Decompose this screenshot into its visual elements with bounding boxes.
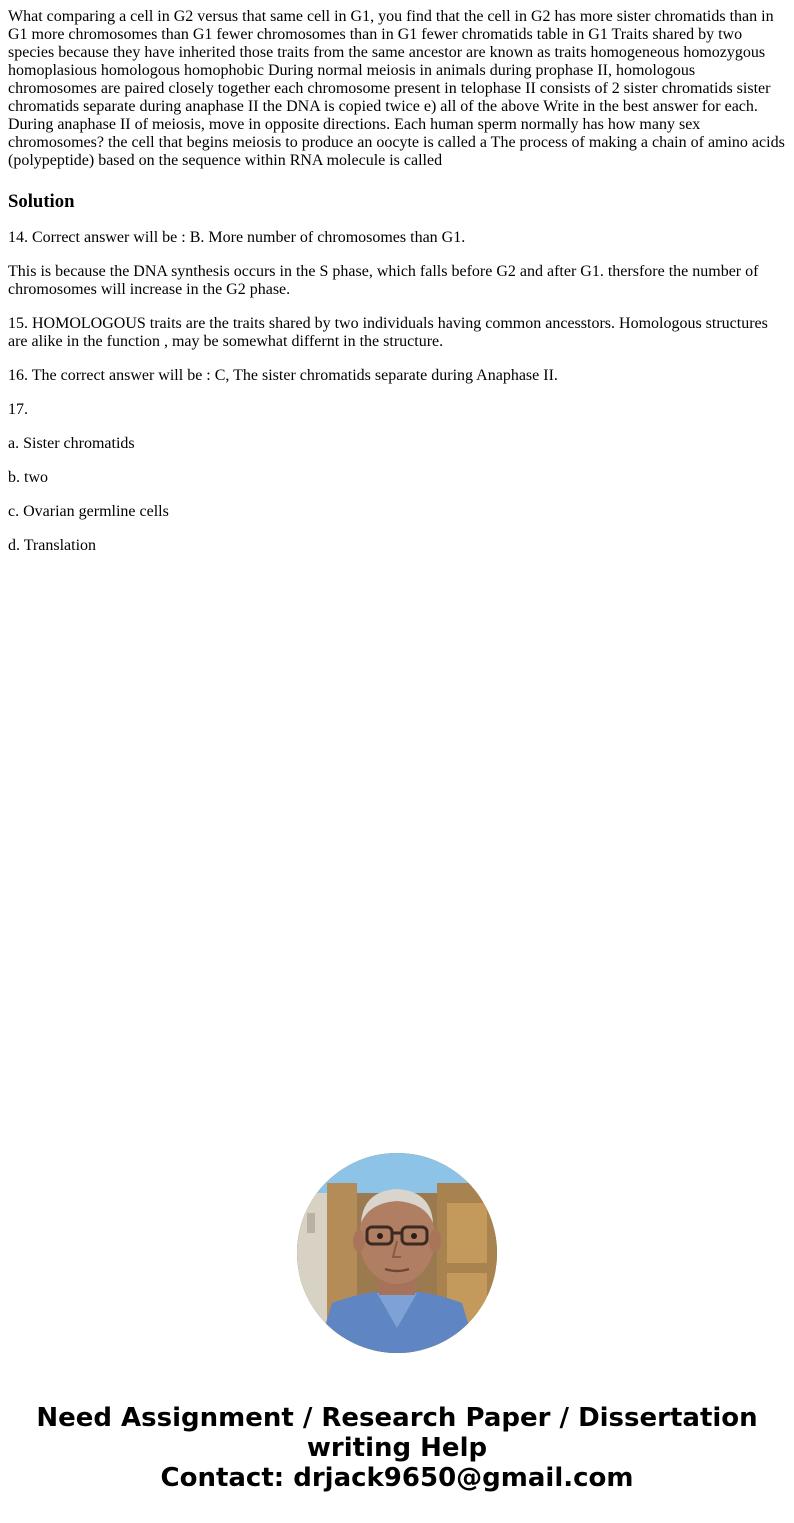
- author-avatar: [297, 1153, 497, 1353]
- footer-line-2: writing Help: [306, 1433, 488, 1463]
- answer-14-explanation: This is because the DNA synthesis occurs in the S phase, which falls before G2 and after G1. thersfore the number of chromosomes will increase in the G2 phase.: [8, 263, 759, 298]
- solution-heading: Solution: [8, 191, 75, 212]
- footer-contact-line: Contact: drjack9650@gmail.com: [160, 1463, 634, 1493]
- answer-15: 15. HOMOLOGOUS traits are the traits shared by two individuals having common ancesstors. Homologous structures are alike in the function , may be somewhat differnt in the structure.: [8, 315, 768, 350]
- answer-14: 14. Correct answer will be : B. More number of chromosomes than G1.: [8, 229, 466, 246]
- answer-17a: a. Sister chromatids: [8, 435, 135, 452]
- contact-footer: [0, 1403, 794, 1493]
- answer-17b: b. two: [8, 469, 48, 486]
- footer-line-1: Need Assignment / Research Paper / Dissertation: [36, 1403, 758, 1433]
- answer-16: 16. The correct answer will be : C, The sister chromatids separate during Anaphase II.: [8, 367, 558, 384]
- answer-17d: d. Translation: [8, 537, 97, 554]
- answer-17-heading: 17.: [8, 401, 28, 418]
- answer-17c: c. Ovarian germline cells: [8, 503, 169, 520]
- question-text: What comparing a cell in G2 versus that same cell in G1, you find that the cell in G2 has more sister chromatids than in G1 more chromosomes than G1 fewer chromosomes than in G1 fewer chromatids table in G1 Traits shared by two species because they have inherited those traits from the same ancestor are known as traits homogeneous homozygous homoplasious homologous homophobic During normal meiosis in animals during prophase II, homologous chromosomes are paired closely together each chromosome present in telophase II consists of 2 sister chromatids sister chromatids separate during anaphase II the DNA is copied twice e) all of the above Write in the best answer for each. During anaphase II of meiosis, move in opposite directions. Each human sperm normally has how many sex chromosomes? the cell that begins meiosis to produce an oocyte is called a The process of making a chain of amino acids (polypeptide) based on the sequence within RNA molecule is called: [8, 8, 785, 169]
- document-body: [0, 0, 794, 555]
- answers-list: [8, 229, 786, 555]
